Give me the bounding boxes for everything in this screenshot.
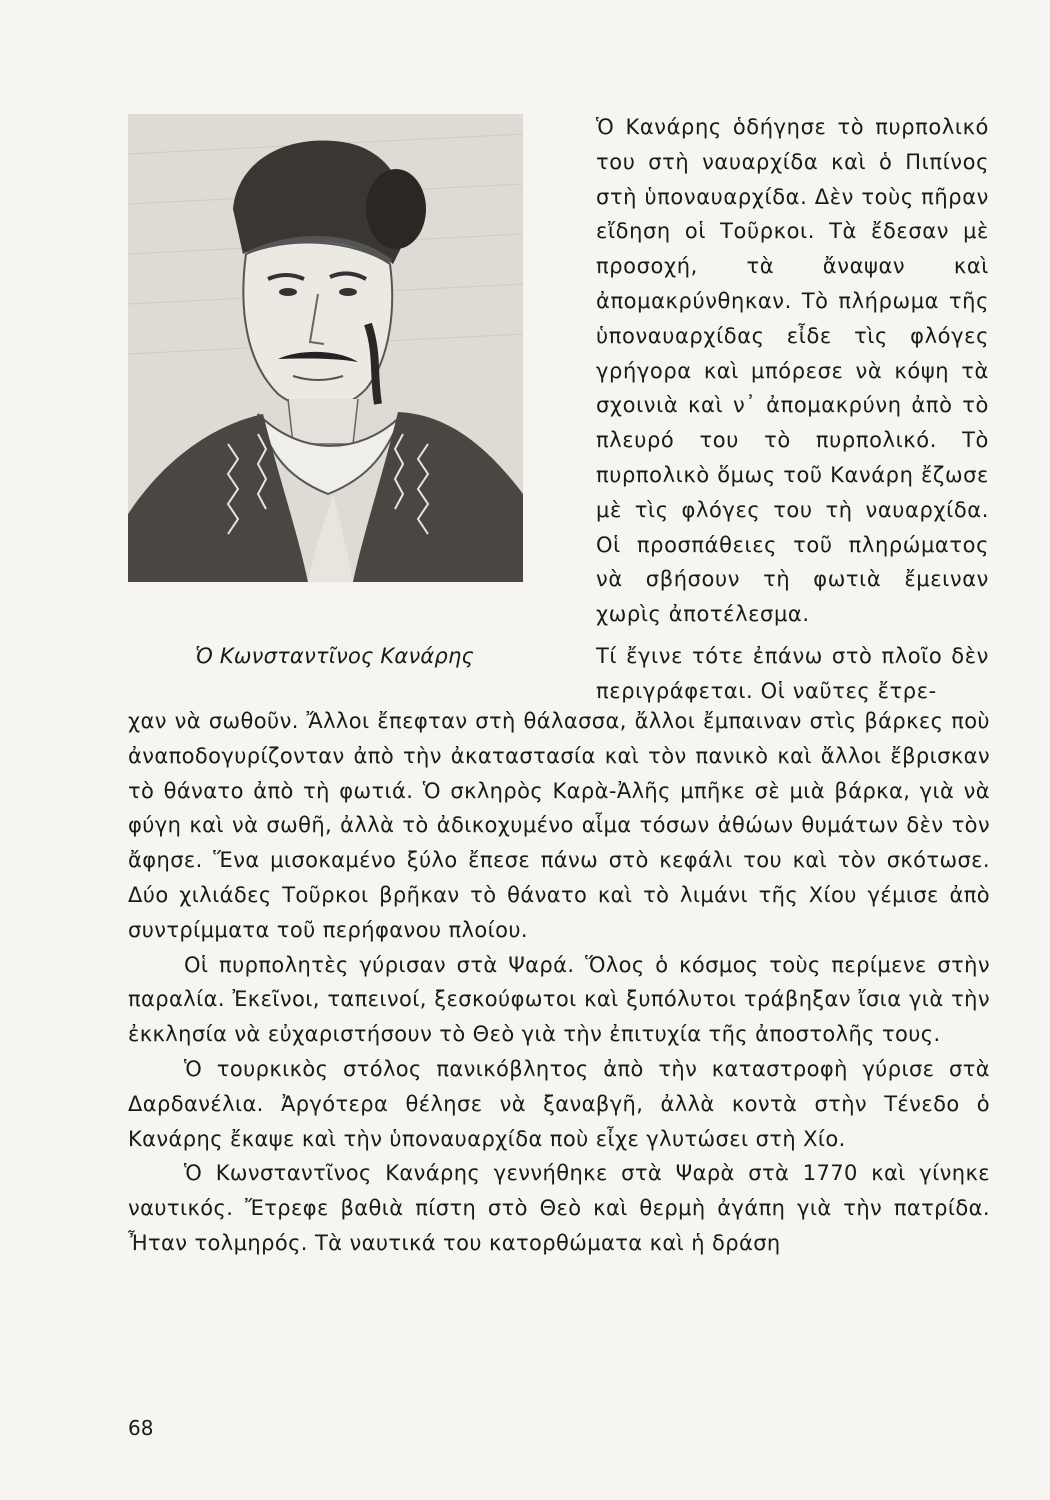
paragraph-1-continued: χαν νὰ σωθοῦν. Ἄλλοι ἔπεφταν στὴ θάλασσα, ἄλλοι ἔμπαιναν στὶς βάρκες ποὺ ἀναποδογυρίζονταν ἀπὸ τὴν ἀκαταστασία καὶ τὸν πανικὸ καὶ ἄλλοι ἔβρισκαν τὸ θάνατο ἀπὸ τὴ φωτιά. Ὁ σκληρὸς Καρὰ-Ἀλῆς μπῆκε σὲ μιὰ βάρκα, γιὰ νὰ φύγη καὶ νὰ σωθῆ, ἀλλὰ τὸ ἀδικοχυμένο αἷμα τόσων ἀθώων θυμάτων δὲν τὸν ἄφησε. Ἕνα μισοκαμένο ξύλο ἔπεσε πάνω στὸ κεφάλι του καὶ τὸν σκότωσε. Δύο χιλιάδες Τοῦρκοι βρῆκαν τὸ θάνατο καὶ τὸ λιμάνι τῆς Χίου γέμισε ἀπὸ συντρίμματα τοῦ περήφανου πλοίου.	[128, 709, 990, 942]
portrait-caption: Ὁ Κωνσταντῖνος Κανάρης	[195, 644, 474, 668]
text-right-column-continued: Τί ἔγινε τότε ἐπάνω στὸ πλοῖο δὲν περιγράφεται. Οἱ ναῦτες ἔτρε-	[596, 644, 989, 703]
paragraph-4: Ὁ Κωνσταντῖνος Κανάρης γεννήθηκε στὰ Ψαρὰ στὰ 1770 καὶ γίνηκε ναυτικός. Ἔτρεφε βαθιὰ πίστη στὸ Θεὸ καὶ θερμὴ ἀγάπη γιὰ τὴν πατρίδα. Ἦταν τολμηρός. Τὰ ναυτικά του κατορθώματα καὶ ἡ δράση	[128, 1161, 990, 1255]
paragraph-2: Οἱ πυρπολητὲς γύρισαν στὰ Ψαρά. Ὅλος ὁ κόσμος τοὺς περίμενε στὴν παραλία. Ἐκεῖνοι, ταπεινοί, ξεσκούφωτοι καὶ ξυπόλυτοι τράβηξαν ἴσια γιὰ τὴν ἐκκλησία νὰ εὐχαριστήσουν τὸ Θεὸ γιὰ τὴν ἐπιτυχία τῆς ἀποστολῆς τους.	[128, 952, 990, 1047]
main-text	[128, 704, 990, 1261]
text-right-column: Ὁ Κανάρης ὁδήγησε τὸ πυρπολικό του στὴ ναυαρχίδα καὶ ὁ Πιπίνος στὴ ὑποναυαρχίδα. Δὲν τοὺς πῆραν εἴδηση οἱ Τοῦρκοι. Τὰ ἔδεσαν μὲ προσοχή, τὰ ἄναψαν καὶ ἀπομακρύνθηκαν. Τὸ πλήρωμα τῆς ὑποναυαρχίδας εἶδε τὶς φλόγες γρήγορα καὶ μπόρεσε νὰ κόψη τὰ σχοινιὰ καὶ ν᾽ ἀπομακρύνη ἀπὸ τὸ πλευρό του τὸ πυρπολικό. Τὸ πυρπολικὸ ὅμως τοῦ Κανάρη ἔζωσε μὲ τὶς φλόγες του τὴ ναυαρχίδα. Οἱ προσπάθειες τοῦ πληρώματος νὰ σβήσουν τὴ φωτιὰ ἔμειναν χωρὶς ἀποτέλεσμα.	[596, 115, 989, 627]
portrait-engraving	[128, 114, 523, 582]
paragraph-3: Ὁ τουρκικὸς στόλος πανικόβλητος ἀπὸ τὴν καταστροφὴ γύρισε στὰ Δαρδανέλια. Ἀργότερα θέλησε νὰ ξαναβγῆ, ἀλλὰ κοντὰ στὴν Τένεδο ὁ Κανάρης ἔκαψε καὶ τὴν ὑποναυαρχίδα ποὺ εἶχε γλυτώσει στὴ Χίο.	[128, 1056, 990, 1151]
page-number: 68	[128, 1416, 154, 1440]
portrait-image	[128, 114, 523, 582]
